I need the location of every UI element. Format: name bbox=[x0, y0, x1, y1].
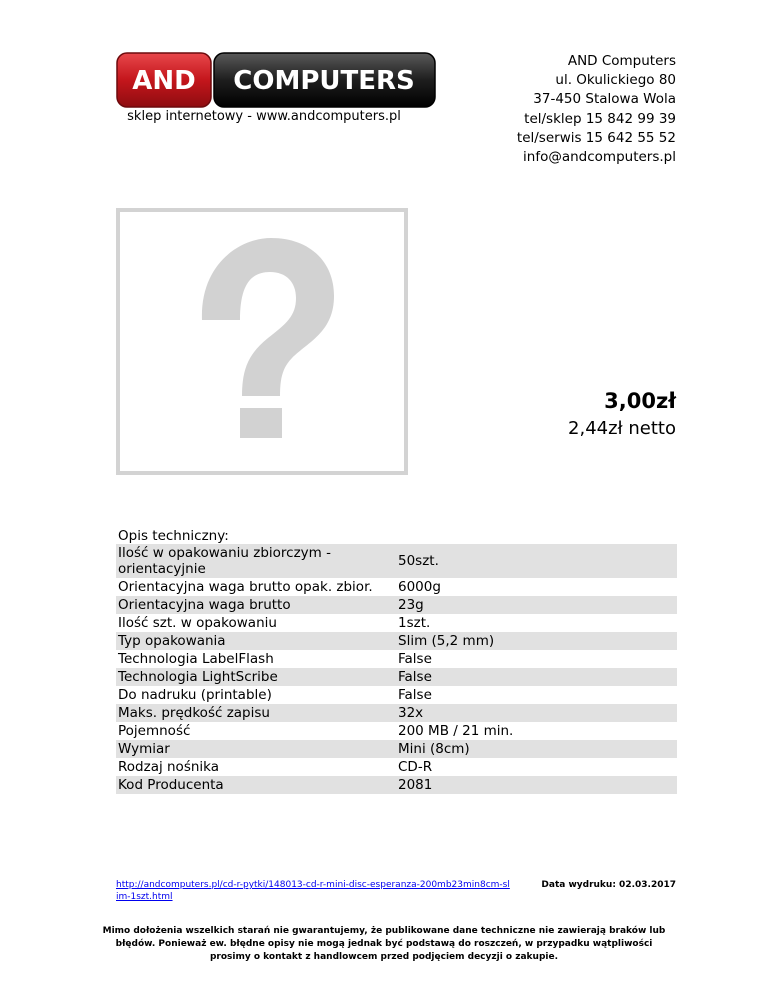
company-address bbox=[517, 52, 676, 167]
spec-value: CD-R bbox=[398, 759, 433, 775]
table-row bbox=[116, 776, 677, 794]
table-row bbox=[116, 596, 677, 614]
spec-value: 50szt. bbox=[396, 544, 677, 578]
table-row bbox=[116, 686, 677, 704]
spec-label: Technologia LightScribe bbox=[116, 668, 396, 686]
company-street: ul. Okulickiego 80 bbox=[555, 72, 676, 89]
spec-value: 23g bbox=[396, 596, 677, 614]
spec-value: 1szt. bbox=[398, 615, 431, 631]
table-row bbox=[116, 722, 677, 740]
logo-tagline: sklep internetowy - www.andcomputers.pl bbox=[127, 109, 401, 124]
table-row bbox=[116, 650, 677, 668]
company-name: AND Computers bbox=[567, 53, 676, 69]
table-row bbox=[116, 704, 677, 722]
price-gross: 3,00zł bbox=[604, 389, 676, 413]
spec-label: Ilość w opakowaniu zbiorczym - orientacyjnie bbox=[116, 544, 396, 578]
spec-label: Wymiar bbox=[116, 740, 396, 758]
table-row bbox=[116, 614, 677, 632]
product-url-link[interactable]: http://andcomputers.pl/cd-r-pytki/148013-cd-r-mini-disc-esperanza-200mb23min8cm-slim-1szt.html bbox=[116, 880, 510, 902]
table-row bbox=[116, 758, 677, 776]
spec-value: 200 MB / 21 min. bbox=[398, 723, 514, 739]
company-phone-shop: tel/sklep 15 842 99 39 bbox=[524, 110, 676, 127]
spec-label: Do nadruku (printable) bbox=[118, 687, 272, 703]
logo-computers-text: COMPUTERS bbox=[233, 66, 415, 96]
table-row bbox=[116, 632, 677, 650]
spec-label: Rodzaj nośnika bbox=[118, 759, 220, 775]
company-email: info@andcomputers.pl bbox=[523, 149, 676, 166]
spec-label: Technologia LabelFlash bbox=[118, 651, 274, 667]
company-city: 37-450 Stalowa Wola bbox=[533, 91, 676, 108]
company-phone-service: tel/serwis 15 642 55 52 bbox=[516, 129, 676, 146]
spec-value: 2081 bbox=[396, 776, 677, 794]
spec-label: Maks. prędkość zapisu bbox=[116, 704, 396, 722]
price-net: 2,44zł netto bbox=[568, 418, 676, 439]
spec-label: Ilość szt. w opakowaniu bbox=[118, 615, 277, 631]
spec-value: Slim (5,2 mm) bbox=[396, 632, 677, 650]
spec-label: Typ opakowania bbox=[116, 632, 396, 650]
table-row bbox=[116, 578, 677, 596]
disclaimer-text: Mimo dołożenia wszelkich starań nie gwarantujemy, że publikowane dane techniczne nie zawierają braków lub błędów. Ponieważ ew. błędne opisy nie mogą jednak być podstawą do roszczeń, w przypadku wątpliwości prosimy o kontakt z handlowcem przed podjęciem decyzji o zakupie. bbox=[102, 926, 666, 962]
spec-value: False bbox=[396, 668, 677, 686]
specs-table bbox=[116, 544, 677, 794]
table-row bbox=[116, 740, 677, 758]
spec-value: 32x bbox=[396, 704, 677, 722]
price-block bbox=[568, 387, 676, 442]
spec-label: Pojemność bbox=[118, 723, 191, 739]
spec-value: False bbox=[398, 687, 432, 703]
spec-value: 6000g bbox=[398, 579, 441, 595]
spec-label: Kod Producenta bbox=[116, 776, 396, 794]
spec-value: False bbox=[398, 651, 432, 667]
specs-title: Opis techniczny: bbox=[118, 528, 229, 544]
spec-label: Orientacyjna waga brutto opak. zbior. bbox=[118, 579, 373, 595]
spec-value: Mini (8cm) bbox=[396, 740, 677, 758]
spec-label: Orientacyjna waga brutto bbox=[116, 596, 396, 614]
question-mark-placeholder-icon bbox=[116, 208, 408, 475]
print-date: Data wydruku: 02.03.2017 bbox=[541, 880, 676, 890]
logo-and-text: AND bbox=[132, 66, 196, 96]
and-computers-logo bbox=[116, 52, 436, 108]
table-row bbox=[116, 544, 677, 578]
table-row bbox=[116, 668, 677, 686]
